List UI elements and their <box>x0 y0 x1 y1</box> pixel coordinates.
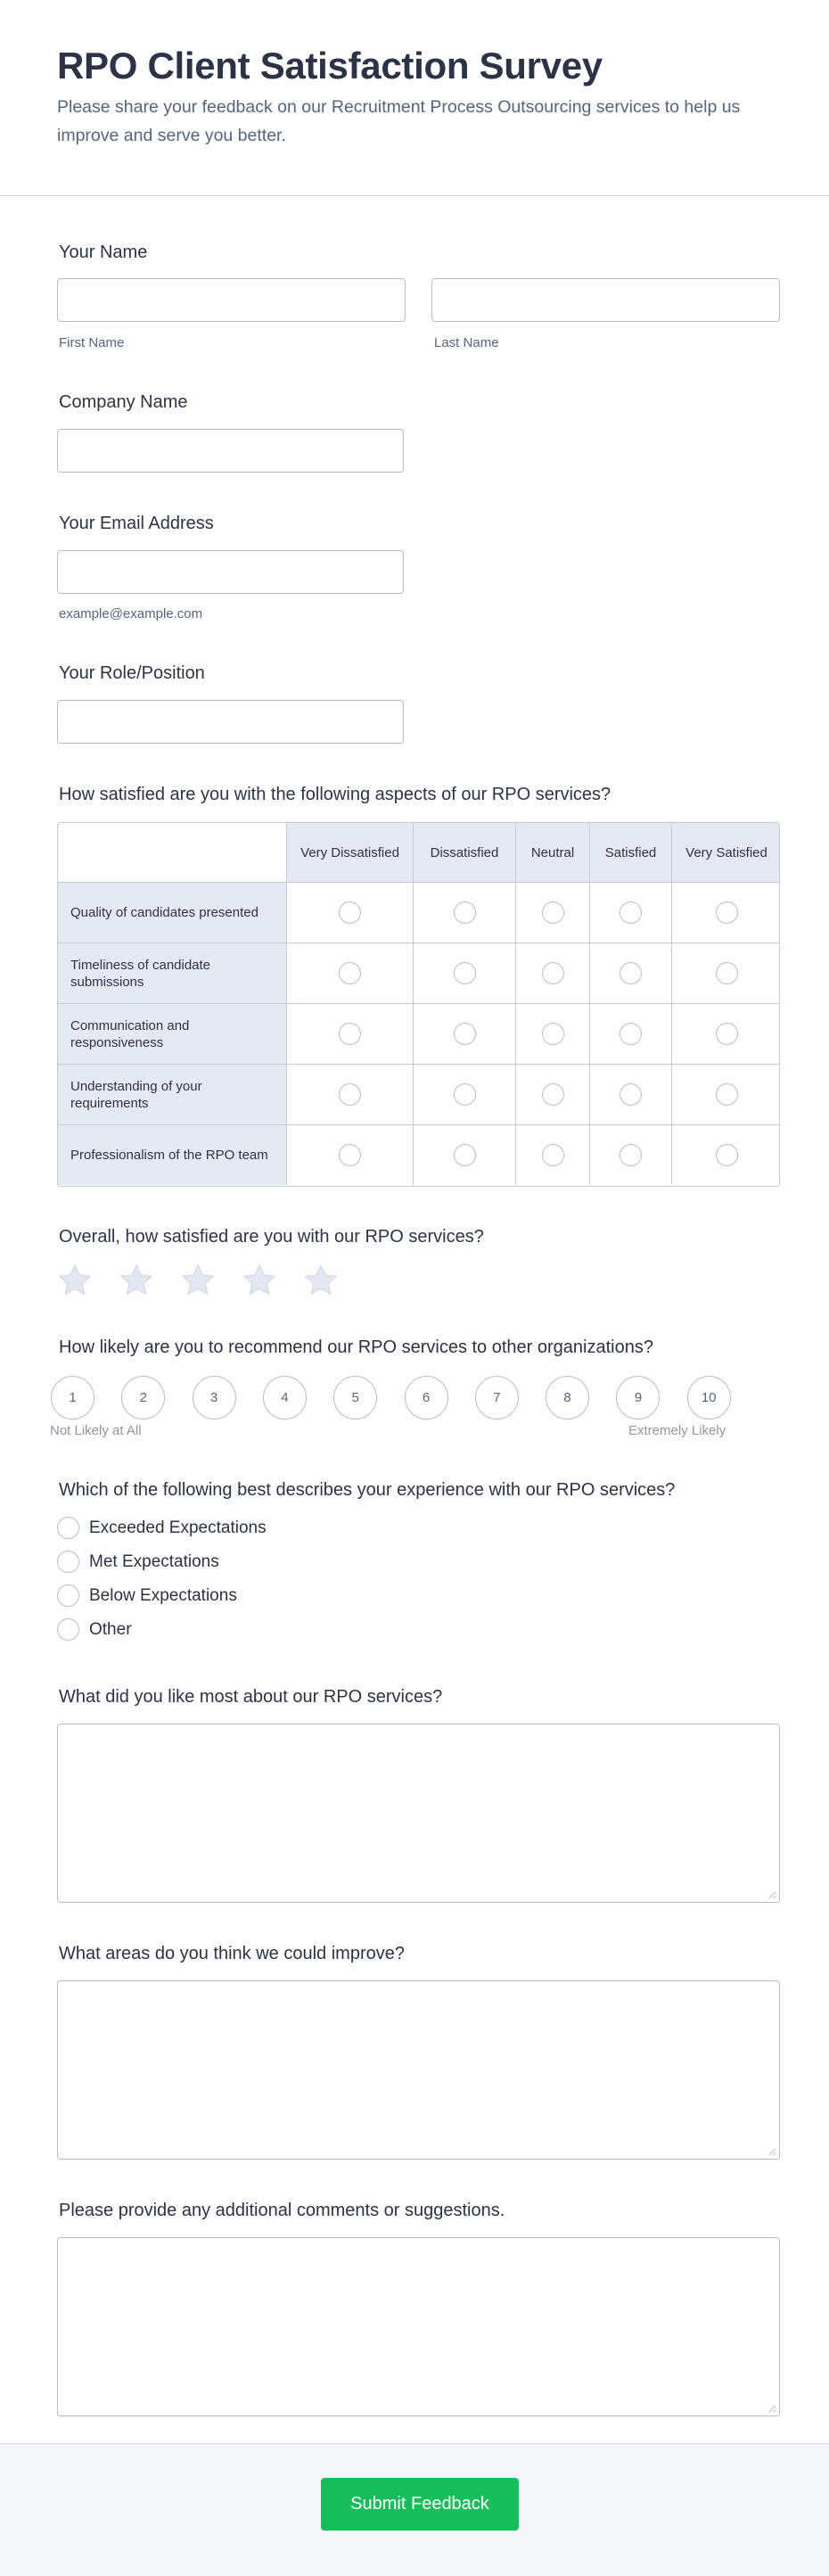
matrix-radio[interactable] <box>339 1144 361 1166</box>
liked-most-textarea[interactable] <box>57 1724 780 1903</box>
matrix-cell <box>286 942 413 1003</box>
matrix-cell <box>286 882 413 942</box>
radio-button[interactable] <box>57 1618 79 1641</box>
matrix-radio[interactable] <box>716 1023 738 1045</box>
matrix-radio[interactable] <box>339 1023 361 1045</box>
resize-handle-icon[interactable] <box>768 1891 776 1899</box>
improve-textarea[interactable] <box>57 1980 780 2160</box>
matrix-radio[interactable] <box>542 901 564 924</box>
matrix-column-header: Dissatisfied <box>413 823 515 882</box>
matrix-cell <box>413 1064 515 1124</box>
matrix-radio[interactable] <box>716 901 738 924</box>
role-input[interactable] <box>57 700 404 744</box>
matrix-cell <box>515 1003 589 1064</box>
nps-option-8[interactable]: 8 <box>546 1376 589 1420</box>
experience-option[interactable] <box>57 1517 267 1539</box>
nps-option-1[interactable]: 1 <box>51 1376 94 1420</box>
matrix-cell <box>589 882 671 942</box>
matrix-radio[interactable] <box>542 1144 564 1166</box>
experience-option[interactable] <box>57 1618 132 1641</box>
matrix-row-label: Quality of candidates presented <box>58 882 286 942</box>
nps-option-2[interactable]: 2 <box>121 1376 165 1420</box>
experience-option[interactable] <box>57 1584 237 1607</box>
star-icon[interactable] <box>56 1263 94 1298</box>
nps-option-5[interactable]: 5 <box>333 1376 377 1420</box>
last-name-input[interactable] <box>431 278 780 322</box>
matrix-radio[interactable] <box>542 1023 564 1045</box>
matrix-radio[interactable] <box>620 1144 642 1166</box>
matrix-radio[interactable] <box>454 1144 476 1166</box>
matrix-cell <box>589 942 671 1003</box>
nps-option-3[interactable]: 3 <box>193 1376 236 1420</box>
nps-high-label: Extremely Likely <box>628 1423 726 1438</box>
experience-option-label: Below Expectations <box>89 1585 237 1605</box>
matrix-cell <box>286 1124 413 1185</box>
matrix-column-header: Neutral <box>515 823 589 882</box>
company-input[interactable] <box>57 429 404 473</box>
radio-button[interactable] <box>57 1551 79 1573</box>
matrix-radio[interactable] <box>542 1083 564 1106</box>
matrix-cell <box>413 1124 515 1185</box>
comments-question: Please provide any additional comments or suggestions. <box>59 2201 505 2220</box>
page-subtitle: Please share your feedback on our Recruitment Process Outsourcing services to help us improve and serve you better. <box>57 97 741 145</box>
star-icon[interactable] <box>118 1263 155 1298</box>
star-icon[interactable] <box>241 1263 278 1298</box>
company-label: Company Name <box>59 392 188 412</box>
matrix-radio[interactable] <box>454 1083 476 1106</box>
rating-question: Overall, how satisfied are you with our RPO services? <box>59 1227 484 1247</box>
nps-option-6[interactable]: 6 <box>405 1376 448 1420</box>
liked-most-question: What did you like most about our RPO services? <box>59 1687 443 1707</box>
matrix-radio[interactable] <box>339 962 361 984</box>
nps-option-7[interactable]: 7 <box>475 1376 519 1420</box>
improve-question: What areas do you think we could improve? <box>59 1944 405 1963</box>
email-sublabel: example@example.com <box>59 606 203 621</box>
role-label: Your Role/Position <box>59 663 205 683</box>
experience-option[interactable] <box>57 1551 219 1573</box>
star-icon[interactable] <box>179 1263 217 1298</box>
matrix-radio[interactable] <box>620 901 642 924</box>
nps-low-label: Not Likely at All <box>50 1423 142 1438</box>
email-label: Your Email Address <box>59 514 214 533</box>
matrix-cell <box>671 1064 780 1124</box>
matrix-radio[interactable] <box>620 1023 642 1045</box>
matrix-row-label: Professionalism of the RPO team <box>58 1124 286 1185</box>
matrix-cell <box>286 1003 413 1064</box>
nps-option-4[interactable]: 4 <box>263 1376 307 1420</box>
matrix-radio[interactable] <box>454 901 476 924</box>
resize-handle-icon[interactable] <box>768 2405 776 2413</box>
experience-question: Which of the following best describes your experience with our RPO services? <box>59 1480 676 1500</box>
matrix-cell <box>671 942 780 1003</box>
matrix-radio[interactable] <box>716 962 738 984</box>
radio-button[interactable] <box>57 1584 79 1607</box>
nps-option-10[interactable]: 10 <box>687 1376 731 1420</box>
matrix-row-label: Communication and responsiveness <box>58 1003 286 1064</box>
matrix-radio[interactable] <box>454 962 476 984</box>
first-name-sublabel: First Name <box>59 335 125 350</box>
matrix-cell <box>671 882 780 942</box>
matrix-cell <box>515 1124 589 1185</box>
matrix-radio[interactable] <box>620 962 642 984</box>
star-icon[interactable] <box>302 1263 340 1298</box>
experience-option-label: Exceeded Expectations <box>89 1518 267 1537</box>
radio-button[interactable] <box>57 1517 79 1539</box>
matrix-cell <box>589 1124 671 1185</box>
matrix-radio[interactable] <box>716 1083 738 1106</box>
nps-question: How likely are you to recommend our RPO services to other organizations? <box>59 1337 653 1357</box>
name-label: Your Name <box>59 243 148 262</box>
matrix-cell <box>515 882 589 942</box>
resize-handle-icon[interactable] <box>768 2148 776 2156</box>
matrix-row-label: Timeliness of candidate submissions <box>58 942 286 1003</box>
matrix-question: How satisfied are you with the following aspects of our RPO services? <box>59 785 611 804</box>
matrix-cell <box>413 1003 515 1064</box>
matrix-cell <box>671 1003 780 1064</box>
matrix-radio[interactable] <box>542 962 564 984</box>
form-header <box>0 0 829 196</box>
matrix-radio[interactable] <box>339 901 361 924</box>
experience-option-label: Met Expectations <box>89 1551 219 1571</box>
matrix-radio[interactable] <box>620 1083 642 1106</box>
last-name-sublabel: Last Name <box>434 335 499 350</box>
submit-button[interactable]: Submit Feedback <box>321 2478 519 2531</box>
matrix-cell <box>286 1064 413 1124</box>
matrix-row-label: Understanding of your requirements <box>58 1064 286 1124</box>
email-input[interactable] <box>57 550 404 594</box>
matrix-cell <box>515 1064 589 1124</box>
first-name-input[interactable] <box>57 278 406 322</box>
matrix-radio[interactable] <box>454 1023 476 1045</box>
matrix-cell <box>671 1124 780 1185</box>
matrix-column-header: Satisfied <box>589 823 671 882</box>
matrix-cell <box>589 1064 671 1124</box>
matrix-cell <box>589 1003 671 1064</box>
matrix-cell <box>413 942 515 1003</box>
matrix-cell <box>413 882 515 942</box>
matrix-cell <box>515 942 589 1003</box>
experience-option-label: Other <box>89 1619 132 1639</box>
comments-textarea[interactable] <box>57 2237 780 2416</box>
satisfaction-matrix <box>57 822 780 1187</box>
nps-option-9[interactable]: 9 <box>616 1376 660 1420</box>
matrix-radio[interactable] <box>339 1083 361 1106</box>
matrix-radio[interactable] <box>716 1144 738 1166</box>
matrix-column-header: Very Satisfied <box>671 823 780 882</box>
page-title: RPO Client Satisfaction Survey <box>57 45 603 86</box>
matrix-column-header: Very Dissatisfied <box>286 823 413 882</box>
